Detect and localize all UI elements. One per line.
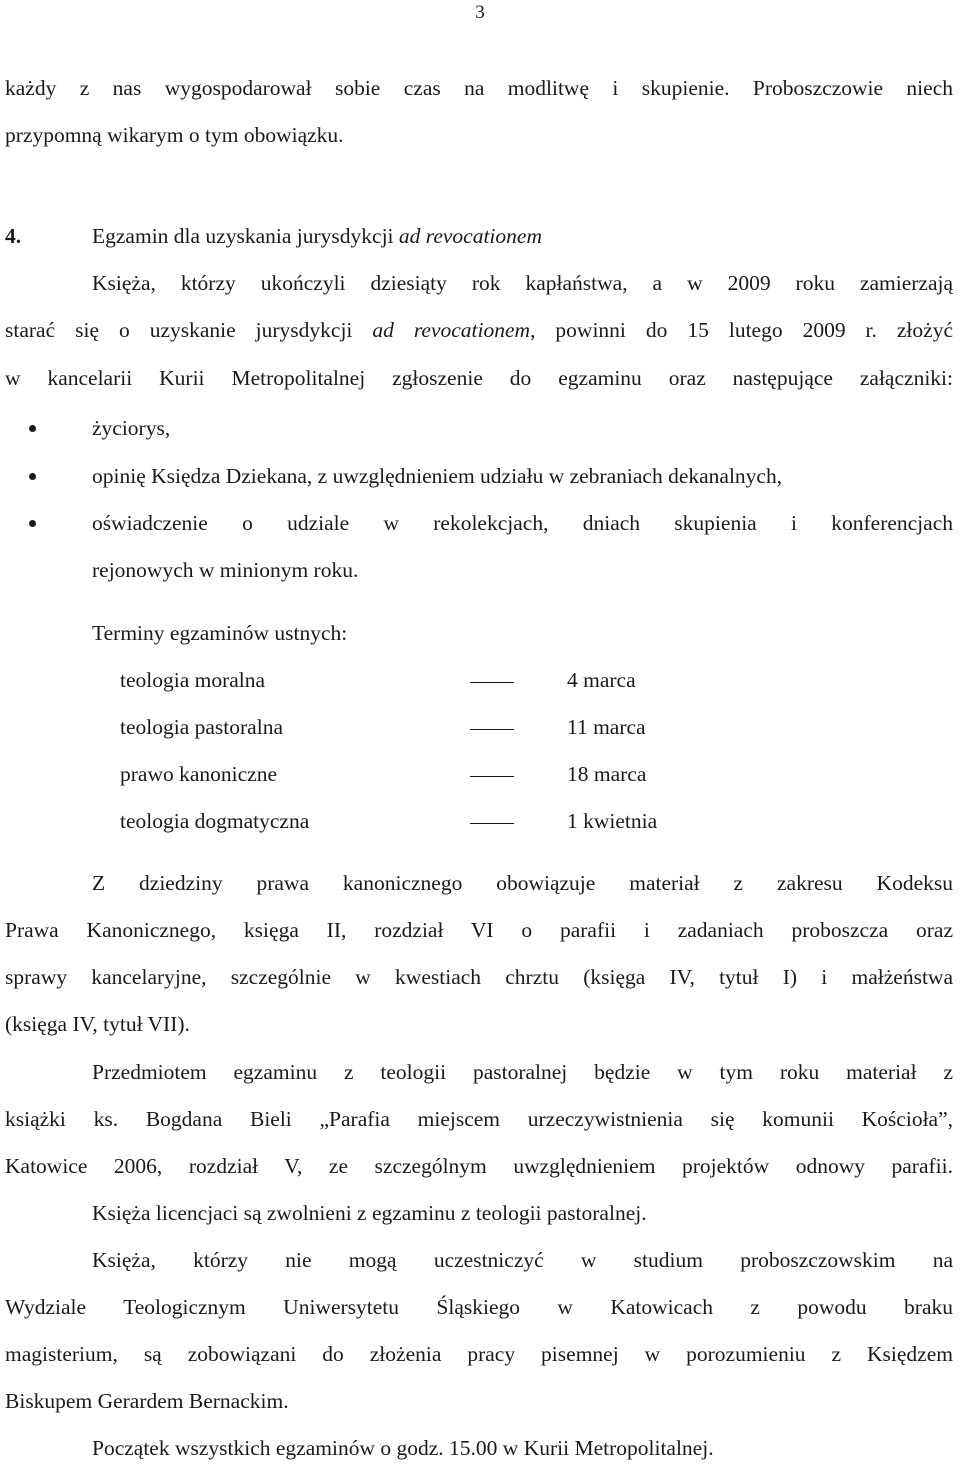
attachment-item-3-cont: rejonowych w minionym roku. (92, 558, 359, 582)
exam-subject: teologia dogmatyczna (120, 809, 310, 833)
attachment-item-1: życiorys, (92, 416, 171, 440)
exam-subject: teologia pastoralna (120, 715, 283, 739)
exam-date: 18 marca (567, 762, 647, 786)
exams-heading: Terminy egzaminów ustnych: (92, 621, 348, 645)
para1-line-1: Księża, którzy ukończyli dziesiąty rok kapłaństwa, a w 2009 roku zamierzają (92, 271, 953, 295)
attachment-item-3: oświadczenie o udziale w rekolekcjach, dniach skupienia i konferencjach (92, 511, 953, 535)
exam-subject: teologia moralna (120, 668, 266, 692)
dash-icon (470, 729, 514, 730)
section-title-italic: ad revocationem (398, 224, 542, 248)
law-line-1: Z dziedziny prawa kanonicznego obowiązuje materiał z zakresu Kodeksu (92, 871, 953, 895)
pastoral-line-3: Katowice 2006, rozdział V, ze szczególnym uwzględnieniem projektów odnowy parafii. (5, 1154, 953, 1178)
section-title (92, 222, 542, 250)
study-line-2: Wydziale Teologicznym Uniwersytetu Śląskiego w Katowicach z powodu braku (5, 1295, 953, 1319)
pastoral-line-2: książki ks. Bogdana Bieli „Parafia miejscem urzeczywistnienia się komunii Kościoła”, (5, 1107, 953, 1131)
law-line-2: Prawa Kanonicznego, księga II, rozdział VI o parafii i zadaniach proboszcza oraz (5, 918, 953, 942)
study-line-3: magisterium, są zobowiązani do złożenia pracy pisemnej w porozumieniu z Księdzem (5, 1342, 953, 1366)
licentiate-line: Księża licencjaci są zwolnieni z egzaminu z teologii pastoralnej. (92, 1201, 647, 1225)
intro-line-1: każdy z nas wygospodarował sobie czas na modlitwę i skupienie. Proboszczowie niech (5, 76, 953, 100)
exam-date: 4 marca (567, 668, 636, 692)
exam-date: 11 marca (567, 715, 646, 739)
section-title-text: Egzamin dla uzyskania jurysdykcji (92, 224, 399, 248)
page-number: 3 (475, 2, 485, 23)
para1-line-2-italic: ad revocationem (372, 318, 531, 342)
intro-line-2: przypomną wikarym o tym obowiązku. (5, 123, 344, 147)
law-line-4: (księga IV, tytuł VII). (5, 1012, 190, 1036)
study-line-1: Księża, którzy nie mogą uczestniczyć w studium proboszczowskim na (92, 1248, 953, 1272)
bullet-icon (29, 520, 36, 527)
dash-icon (470, 682, 514, 683)
bullet-icon (29, 425, 36, 432)
study-line-4: Biskupem Gerardem Bernackim. (5, 1389, 289, 1413)
section-number: 4. (5, 224, 22, 248)
attachment-item-2: opinię Księdza Dziekana, z uwzględnieniem udziału w zebraniach dekanalnych, (92, 464, 783, 488)
exam-date: 1 kwietnia (567, 809, 658, 833)
start-time-line: Początek wszystkich egzaminów o godz. 15.00 w Kurii Metropolitalnej. (92, 1436, 714, 1460)
dash-icon (470, 776, 514, 777)
exam-subject: prawo kanoniczne (120, 762, 277, 786)
para1-line-3: w kancelarii Kurii Metropolitalnej zgłoszenie do egzaminu oraz następujące załączniki: (5, 366, 953, 390)
law-line-3: sprawy kancelaryjne, szczególnie w kwestiach chrztu (księga IV, tytuł I) i małżeństwa (5, 965, 953, 989)
para1-line-2-a: starać się o uzyskanie jurysdykcji (5, 318, 373, 342)
bullet-icon (29, 473, 36, 480)
pastoral-line-1: Przedmiotem egzaminu z teologii pastoralnej będzie w tym roku materiał z (92, 1060, 953, 1084)
para1-line-2-b: , powinni do 15 lutego 2009 r. złożyć (530, 318, 953, 342)
para1-line-2 (5, 316, 953, 344)
dash-icon (470, 823, 514, 824)
